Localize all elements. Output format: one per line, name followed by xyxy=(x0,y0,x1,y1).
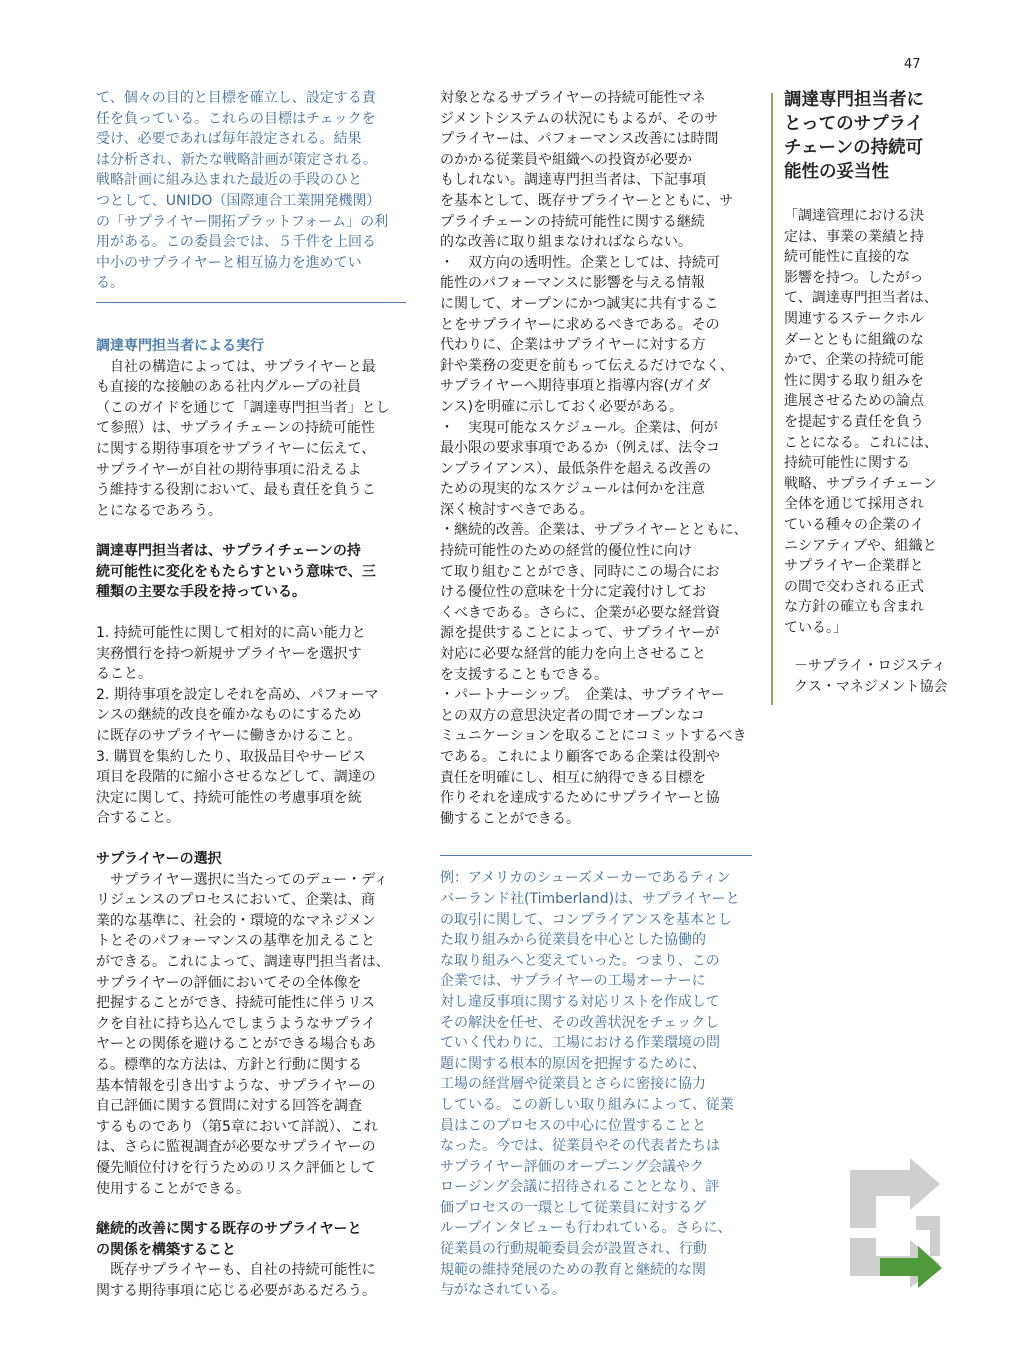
text-line: る。標準的な方法は、方針と行動に関する xyxy=(96,1056,362,1073)
text-line: 中小のサプライヤーと相互協力を進めてい xyxy=(96,254,362,271)
recycle-arrows-icon xyxy=(840,1158,945,1288)
implementation-heading: 調達専門担当者による実行 xyxy=(96,337,264,354)
text-line: のかかる従業員や組織への投資が必要か xyxy=(440,151,692,168)
text-line: との双方の意思決定者の間でオープンなコ xyxy=(440,707,705,724)
text-line: ける優位性の意味を十分に定義付けしてお xyxy=(440,584,706,601)
selection-heading: サプライヤーの選択 xyxy=(96,851,222,867)
text-line: もしれない。調達専門担当者は、下記事項 xyxy=(440,172,706,189)
page-number: 47 xyxy=(904,57,921,72)
text-line: 関する期待事項に応じる必要があるだろう。 xyxy=(96,1282,376,1299)
text-line: 「調達管理における決 xyxy=(784,208,924,224)
list-item: 決定に関して、持続可能性の考慮事項を統 xyxy=(96,789,362,806)
text-line: う維持する役割において、最も責任を負うこ xyxy=(96,482,376,499)
text-line: ダーとともに組織のな xyxy=(784,331,924,348)
list-item: 実務慣行を持つ新規サプライヤーを選択す xyxy=(96,645,362,662)
text-line: 企業では、サプライヤーの工場オーナーに xyxy=(440,973,706,990)
text-line: 基本情報を引き出すような、サプライヤーの xyxy=(96,1077,376,1094)
text-line: 種類の主要な手段を持っている。 xyxy=(96,584,306,601)
text-line: 戦略、サプライチェーン xyxy=(784,475,937,492)
list-item: 合すること。 xyxy=(96,810,180,827)
text-line: 工場の経営層や従業員とさらに密接に協力 xyxy=(440,1076,706,1093)
text-line: チェーンの持続可 xyxy=(784,138,924,158)
text-line: 与がなされている。 xyxy=(440,1282,566,1299)
text-line: 調達専門担当者に xyxy=(784,90,924,110)
text-line: ンス)を明確に示しておく必要がある。 xyxy=(440,398,684,415)
text-line: ニシアティブや、組織と xyxy=(784,537,937,554)
text-line: リジェンスのプロセスにおいて、企業は、商 xyxy=(96,892,376,909)
text-line: 優先順位付けを行うためのリスク評価として xyxy=(96,1159,376,1176)
list-item: 1. 持続可能性に関して相対的に高い能力と xyxy=(96,625,366,642)
text-line: て、調達専門担当者は、 xyxy=(784,290,938,307)
text-line: 的な改善に取り組まなければならない。 xyxy=(440,234,692,251)
text-line: の「サプライヤー開拓プラットフォーム」の利 xyxy=(96,213,389,230)
text-line: 対し違反事項に関する対応リストを作成して xyxy=(440,993,720,1010)
text-line: 従業員の行動規範委員会が設置され、行動 xyxy=(440,1241,707,1258)
text-line: 用がある。この委員会では、５千件を上回る xyxy=(96,234,376,251)
text-line: 責任を明確にし、相互に納得できる目標を xyxy=(440,769,706,786)
text-line: 対応に必要な経営的能力を向上させること xyxy=(440,646,706,663)
text-line: 続可能性に直接的な xyxy=(784,249,910,266)
text-line: を支援することもできる。 xyxy=(440,666,608,683)
text-line: するものであり（第5章において詳説）、これ xyxy=(96,1118,378,1135)
text-line: 影響を持つ。したがっ xyxy=(784,269,924,286)
column-left xyxy=(96,88,414,1301)
text-line: 価プロセスの一環として従業員に対するグ xyxy=(440,1199,706,1216)
text-line: サプライヤーへ期待事項と指導内容(ガイダ xyxy=(440,378,711,395)
text-line: 働することができる。 xyxy=(440,810,580,827)
text-line: 進展させるための論点 xyxy=(784,393,924,410)
text-line: ミュニケーションを取ることにコミットするべき xyxy=(440,728,747,745)
text-line: ンプライアンス）、最低条件を超える改善の xyxy=(440,460,712,477)
implementation-text xyxy=(96,357,414,522)
means-list xyxy=(96,623,414,829)
list-item: 2. 期待事項を設定しそれを高め、パフォーマ xyxy=(96,686,379,703)
text-line: トとそのパフォーマンスの基準を加えること xyxy=(96,933,375,950)
text-line: ・ 実現可能なスケジュール。企業は、何が xyxy=(440,419,719,436)
text-line: 自社の構造によっては、サプライヤーと最 xyxy=(96,358,376,375)
text-line: 継続的改善に関する既存のサプライヤーと xyxy=(96,1221,362,1238)
list-item: ンスの継続的改良を確かなものにするため xyxy=(96,707,362,724)
list-item: ること。 xyxy=(96,666,152,683)
list-item: 項目を段階的に縮小させるなどして、調達の xyxy=(96,769,376,786)
text-line: 例：アメリカのシューズメーカーであるティン xyxy=(440,870,731,887)
text-line: は、さらに監視調査が必要なサプライヤーの xyxy=(96,1139,376,1156)
text-line: くべきである。さらに、企業が必要な経営資 xyxy=(440,604,720,621)
text-line: している。この新しい取り組みによって、従業 xyxy=(440,1096,734,1113)
relationship-text xyxy=(96,1260,414,1301)
text-line: 最小限の要求事項であるか（例えば、法令コ xyxy=(440,440,720,457)
text-line: －サプライ・ロジスティ xyxy=(794,658,946,675)
text-line: 調達専門担当者は、サプライチェーンの持 xyxy=(96,543,361,560)
list-item: 3. 購買を集約したり、取扱品目やサービス xyxy=(96,748,366,765)
text-line: ・継続的改善。企業は、サプライヤーとともに、 xyxy=(440,522,748,539)
text-line: 既存サプライヤーも、自社の持続可能性に xyxy=(96,1262,376,1279)
text-line: 受け、必要であれば毎年設定される。結果 xyxy=(96,131,362,148)
text-line: ている。」 xyxy=(784,619,847,636)
text-line: サプライヤーが自社の期待事項に沿えるよ xyxy=(96,461,362,478)
sidebar-title xyxy=(784,88,960,184)
text-line: 持続可能性のための経営的優位性に向け xyxy=(440,543,692,560)
text-line: 続可能性に変化をもたらすという意味で、三 xyxy=(96,563,376,580)
text-line: かで、企業の持続可能 xyxy=(784,352,924,369)
text-line: ていく代わりに、工場における作業環境の問 xyxy=(440,1035,720,1052)
text-line: ことになる。これには、 xyxy=(784,434,938,451)
example-box xyxy=(440,868,762,1300)
text-line: とになるであろう。 xyxy=(96,502,222,519)
relationship-heading xyxy=(96,1219,414,1260)
intro-text xyxy=(96,88,414,294)
text-line: プライチェーンの持続可能性に関する継続 xyxy=(440,213,705,230)
text-line: ヤーとの関係を避けることができる場合もあ xyxy=(96,1036,376,1053)
text-line: 能性のパフォーマンスに影響を与える情報 xyxy=(440,275,705,292)
text-line: サプライヤー評価のオープニング会議やク xyxy=(440,1158,704,1175)
text-line: クス・マネジメント協会 xyxy=(794,679,948,696)
text-line: 性に関する取り組みを xyxy=(784,372,924,389)
text-line: プライヤーは、パフォーマンス改善には時間 xyxy=(440,131,719,148)
body-text xyxy=(440,88,762,829)
text-line: ・ 双方向の透明性。企業としては、持続可 xyxy=(440,254,720,271)
text-line: 任を負っている。これらの目標はチェックを xyxy=(96,110,376,127)
text-line: 戦略計画に組み込まれた最近の手段のひと xyxy=(96,172,362,189)
text-line: 把握することができ、持続可能性に伴うリス xyxy=(96,995,376,1012)
text-line: ている種々の企業のイ xyxy=(784,516,924,533)
text-line: て取り組むことができ、同時にこの場合にお xyxy=(440,563,720,580)
text-line: 源を提供することによって、サプライヤーが xyxy=(440,625,720,642)
text-line: クを自社に持ち込んでしまうようなサプライ xyxy=(96,1015,376,1032)
means-heading xyxy=(96,541,414,603)
text-line: サプライヤー企業群と xyxy=(784,558,924,575)
text-line: に関する期待事項をサプライヤーに伝えて、 xyxy=(96,440,376,457)
text-line: 持続可能性に関する xyxy=(784,455,910,472)
text-line: とってのサプライ xyxy=(784,114,924,134)
text-line: （このガイドを通じて「調達専門担当者」とし xyxy=(96,399,390,416)
text-line: は分析され、新たな戦略計画が策定される。 xyxy=(96,151,377,168)
text-line: バーランド社(Timberland)は、サプライヤーと xyxy=(440,890,740,907)
text-line: た取り組みから従業員を中心とした協働的 xyxy=(440,932,706,949)
text-line: なった。今では、従業員やその代表者たちは xyxy=(440,1138,720,1155)
text-line: 規範の維持発展のための教育と継続的な関 xyxy=(440,1261,706,1278)
text-line: ための現実的なスケジュールは何かを注意 xyxy=(440,481,706,498)
list-item: に既存のサプライヤーに働きかけること。 xyxy=(96,728,362,745)
text-line: 代わりに、企業はサプライヤーに対する方 xyxy=(440,337,706,354)
text-line: 員はこのプロセスの中心に位置することと xyxy=(440,1117,706,1134)
text-line: な取り組みへと変えていった。つまり、この xyxy=(440,952,720,969)
text-line: とをサプライヤーに求めるべきである。その xyxy=(440,316,720,333)
sidebar-quote xyxy=(784,206,960,638)
text-line: ジメントシステムの状況にもよるが、そのサ xyxy=(440,110,719,127)
text-line: 全体を通じて採用され xyxy=(784,496,924,513)
text-line: 関連するステークホル xyxy=(784,310,924,327)
text-line: ができる。これによって、調達専門担当者は、 xyxy=(96,953,390,970)
text-line: を提起する責任を負う xyxy=(784,413,924,430)
sidebar-accent-bar xyxy=(771,93,773,705)
text-line: も直接的な接触のある社内グループの社員 xyxy=(96,379,361,396)
sidebar xyxy=(784,88,960,698)
text-line: 作りそれを達成するためにサプライヤーと協 xyxy=(440,790,720,807)
text-line: ループインタビューも行われている。さらに、 xyxy=(440,1220,732,1237)
text-line: その解決を任せ、その改善状況をチェックし xyxy=(440,1014,720,1031)
selection-text xyxy=(96,870,414,1200)
text-line: 針や業務の変更を前もって伝えるだけでなく、 xyxy=(440,357,734,374)
text-line: 自己評価に関する質問に対する回答を調査 xyxy=(96,1098,362,1115)
text-line: て、個々の目的と目標を確立し、設定する責 xyxy=(96,90,376,106)
text-line: サプライヤー選択に当たってのデュー・ディ xyxy=(96,871,389,888)
text-line: つとして、UNIDO（国際連合工業開発機関） xyxy=(96,192,381,209)
text-line: 使用することができる。 xyxy=(96,1180,250,1197)
text-line: 題に関する根本的原因を把握するために、 xyxy=(440,1055,706,1072)
text-line: 業的な基準に、社会的・環境的なマネジメン xyxy=(96,912,376,929)
text-line: の取引に関して、コンプライアンスを基本とし xyxy=(440,911,732,928)
text-line: ・パートナーシップ。 企業は、サプライヤー xyxy=(440,687,725,704)
text-line: 定は、事業の業績と持 xyxy=(784,228,924,245)
sidebar-source xyxy=(784,656,960,697)
text-line: ロージング会議に招待されることとなり、評 xyxy=(440,1179,720,1196)
text-line: に関して、オープンにかつ誠実に共有するこ xyxy=(440,295,719,312)
text-line: を基本として、既存サプライヤーとともに、サ xyxy=(440,192,734,209)
text-line: である。これにより顧客である企業は役割や xyxy=(440,749,720,765)
text-line: 対象となるサプライヤーの持続可能性マネ xyxy=(440,90,706,106)
text-line: る。 xyxy=(96,275,124,292)
text-line: て参照）は、サプライチェーンの持続可能性 xyxy=(96,420,375,437)
text-line: 能性の妥当性 xyxy=(784,162,889,182)
column-middle xyxy=(440,88,762,1301)
text-line: の間で交わされる正式 xyxy=(784,578,924,595)
text-line: の関係を構築すること xyxy=(96,1241,236,1258)
text-line: な方針の確立も含まれ xyxy=(784,599,924,616)
text-line: サプライヤーの評価においてその全体像を xyxy=(96,974,362,991)
text-line: 深く検討すべきである。 xyxy=(440,501,594,518)
